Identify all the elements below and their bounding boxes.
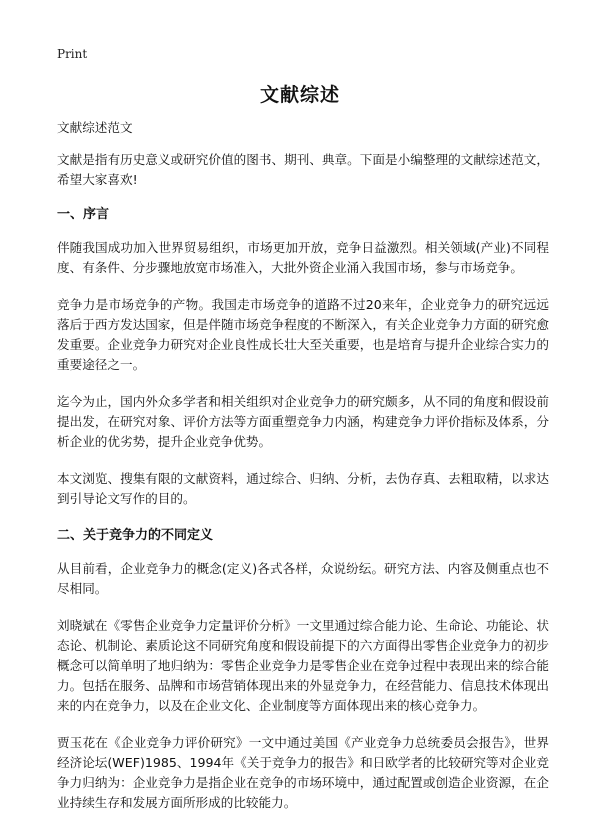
paragraph: 从目前看，企业竞争力的概念(定义)各式各样，众说纷纭。研究方法、内容及侧重点也不尽相同。 (57, 561, 549, 596)
document-subtitle: 文献综述范文 (57, 120, 133, 135)
intro-paragraph: 文献是指有历史意义或研究价值的图书、期刊、典章。下面是小编整理的文献综述范文，希望大家喜欢! (57, 152, 549, 187)
paragraph: 刘晓斌在《零售企业竞争力定量评价分析》一文里通过综合能力论、生命论、功能论、状态论、机制论、素质论这不同研究角度和假设前提下的六方面得出零售企业竞争力的初步概念可以简单明了地归纳为：零售企业竞争力是零售企业在竞争过程中表现出来的综合能力。包括在服务、品牌和市场营销体现出来的外显竞争力，在经营能力、信息技术体现出来的内在竞争力，以及在企业文化、企业制度等方面体现出来的核心竞争力。 (57, 618, 549, 713)
print-link[interactable]: Print (57, 47, 88, 61)
document-title: 文献综述 (259, 84, 340, 106)
paragraph: 贾玉花在《企业竞争力评价研究》一文中通过美国《产业竞争力总统委员会报告》，世界经济论坛(WEF)1985、1994年《关于竞争力的报告》和日欧学者的比较研究等对企业竞争力归纳为：企业竞争力是指企业在竞争的市场环境中，通过配置或创造企业资源，在企业持续生存和发展方面所形成的比较能力。 (57, 735, 549, 810)
section-heading-definitions: 二、关于竞争力的不同定义 (57, 528, 214, 543)
paragraph: 迄今为止，国内外众多学者和相关组织对企业竞争力的研究颇多，从不同的角度和假设前提出发，在研究对象、评价方法等方面重塑竞争力内涵，构建竞争力评价指标及体系，分析企业的优劣势，提升企业竞争优势。 (57, 394, 549, 449)
paragraph: 竞争力是市场竞争的产物。我国走市场竞争的道路不过20来年，企业竞争力的研究远远落后于西方发达国家，但是伴随市场竞争程度的不断深入，有关企业竞争力方面的研究愈发重要。企业竞争力研究对企业良性成长壮大至关重要，也是培育与提升企业综合实力的重要途径之一。 (57, 297, 549, 372)
paragraph: 本文浏览、搜集有限的文献资料，通过综合、归纳、分析，去伪存真、去粗取精，以求达到引导论文写作的目的。 (57, 471, 549, 506)
paragraph: 伴随我国成功加入世界贸易组织，市场更加开放，竞争日益激烈。相关领域(产业)不同程度、有条件、分步骤地放宽市场准入，大批外资企业涌入我国市场，参与市场竞争。 (57, 240, 549, 275)
document-body (57, 118, 549, 830)
section-heading-preface: 一、序言 (57, 207, 110, 222)
